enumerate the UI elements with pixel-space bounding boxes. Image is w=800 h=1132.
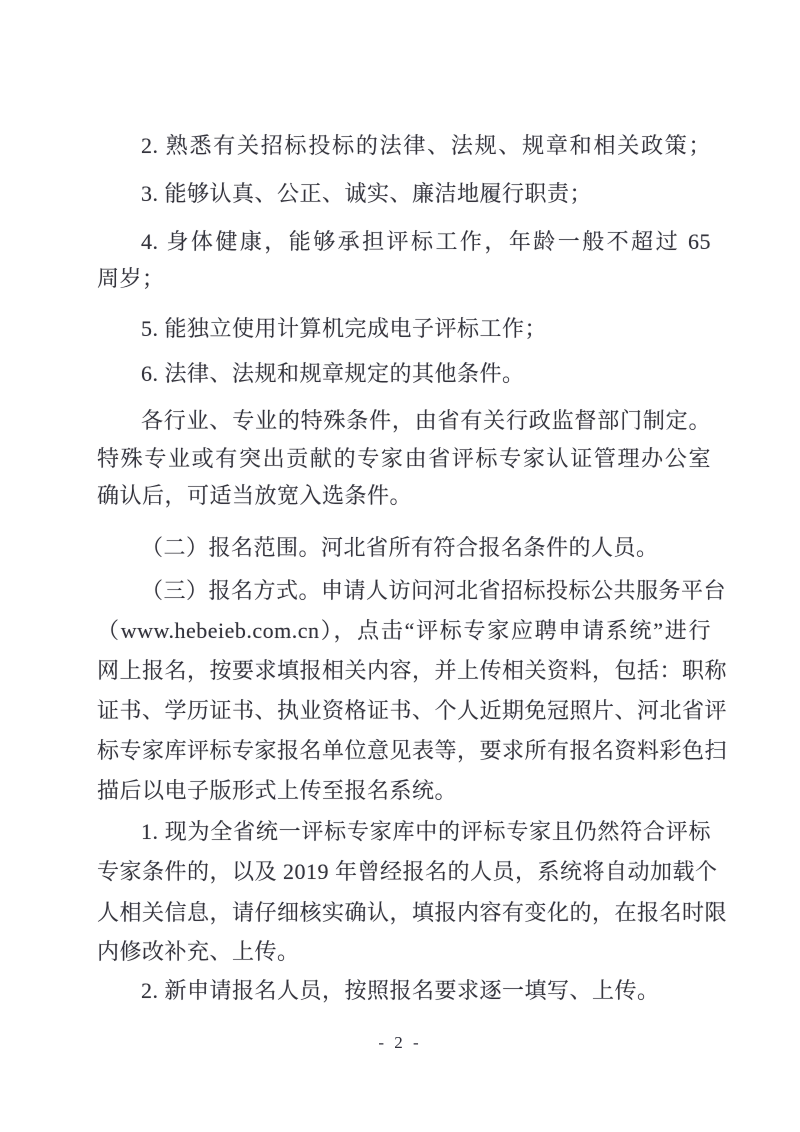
section-3-method-line-3: 网上报名，按要求填报相关内容，并上传相关资料，包括：职称 [97, 658, 728, 683]
method-item-1-line-1: 1. 现为全省统一评标专家库中的评标专家且仍然符合评标 [141, 819, 711, 844]
section-3-method-line-5: 标专家库评标专家报名单位意见表等，要求所有报名资料彩色扫 [97, 738, 728, 763]
method-item-2-line: 2. 新申请报名人员，按照报名要求逐一填写、上传。 [141, 978, 660, 1003]
special-conditions-line-1: 各行业、专业的特殊条件，由省有关行政监督部门制定。 [141, 408, 711, 433]
section-3-method-line-6: 描后以电子版形式上传至报名系统。 [97, 778, 458, 803]
method-item-1-line-3: 人相关信息，请仔细核实确认，填报内容有变化的，在报名时限 [97, 900, 728, 925]
special-conditions-line-2: 特殊专业或有突出贡献的专家由省评标专家认证管理办公室 [97, 446, 711, 471]
method-item-1-line-2: 专家条件的，以及 2019 年曾经报名的人员，系统将自动加载个 [97, 859, 718, 884]
section-3-method-line-2-url: （www.hebeieb.com.cn），点击“评标专家应聘申请系统”进行 [97, 618, 711, 643]
list-item-4-line-1: 4. 身体健康，能够承担评标工作，年龄一般不超过 65 [141, 229, 711, 254]
document-body [97, 0, 728, 1132]
list-item-2-line: 2. 熟悉有关招标投标的法律、法规、规章和相关政策； [141, 133, 711, 158]
section-3-method-line-1: （三）报名方式。申请人访问河北省招标投标公共服务平台 [141, 578, 727, 603]
list-item-6-line: 6. 法律、法规和规章规定的其他条件。 [141, 361, 525, 386]
section-3-method-line-4: 证书、学历证书、执业资格证书、个人近期免冠照片、河北省评 [97, 698, 728, 723]
list-item-5-line: 5. 能独立使用计算机完成电子评标工作； [141, 316, 548, 341]
list-item-4-line-2: 周岁； [97, 266, 165, 291]
method-item-1-line-4: 内修改补充、上传。 [97, 939, 300, 964]
list-item-3-line: 3. 能够认真、公正、诚实、廉洁地履行职责； [141, 181, 593, 206]
section-2-scope-line: （二）报名范围。河北省所有符合报名条件的人员。 [141, 535, 659, 560]
special-conditions-line-3: 确认后，可适当放宽入选条件。 [97, 483, 413, 508]
page-number: - 2 - [378, 1033, 422, 1052]
